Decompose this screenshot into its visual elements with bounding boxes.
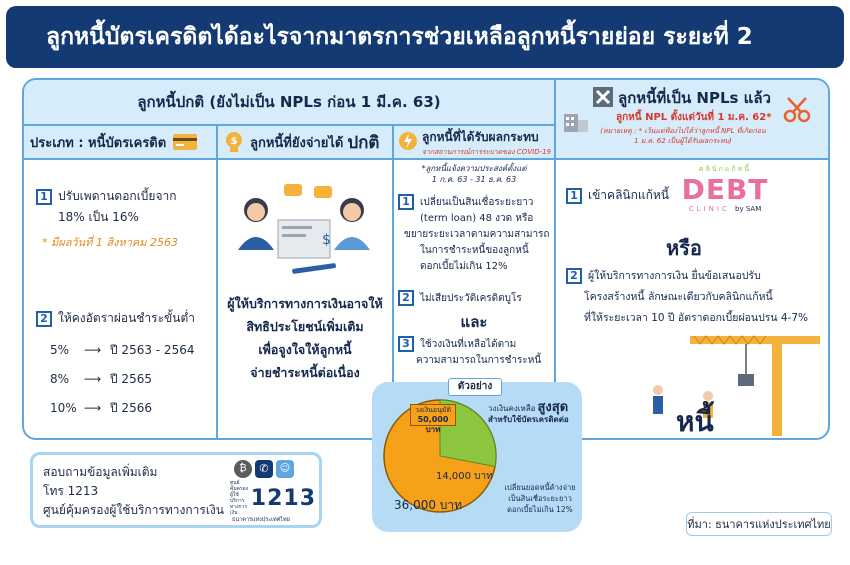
col4-item2 bbox=[566, 266, 826, 329]
divider bbox=[24, 158, 828, 160]
logo-main: DEBT bbox=[681, 173, 769, 206]
col2-body-line: จ่ายชำระหนี้ต่อเนื่อง bbox=[250, 365, 360, 380]
source-label bbox=[686, 512, 832, 536]
convert-line: ดอกเบี้ยไม่เกิน 12% bbox=[507, 505, 573, 514]
people-illustration bbox=[234, 176, 374, 286]
number-badge: 2 bbox=[566, 268, 582, 284]
col4-item2-line: ผู้ให้บริการทางการเงิน ยื่นข้อเสนอปรับ bbox=[588, 270, 761, 282]
col1-item1 bbox=[36, 188, 214, 251]
divider bbox=[216, 126, 218, 438]
rate-row bbox=[50, 365, 216, 394]
contact-phone[interactable]: โทร 1213 bbox=[43, 484, 99, 498]
lightning-icon bbox=[398, 130, 418, 152]
col3-item2-text: ไม่เสียประวัติเครดิตบูโร bbox=[420, 293, 522, 304]
page-title: ลูกหนี้บัตรเครดิตได้อะไรจากมาตรการช่วยเหลือลูกหนี้รายย่อย ระยะที่ 2 bbox=[46, 24, 753, 50]
limit-label: วงเงินอนุมัติ bbox=[414, 406, 452, 414]
col3-header-sub: จากสถานการณ์การระบาดของ COVID-19 bbox=[422, 148, 551, 156]
building-icon bbox=[562, 110, 590, 134]
col3-item1-line: เปลี่ยนเป็นสินเชื่อระยะยาว bbox=[420, 197, 534, 208]
remaining-sub: สำหรับใช้บัตรเครดิตต่อ bbox=[488, 415, 569, 424]
npl-header bbox=[556, 80, 828, 158]
col4-item1 bbox=[566, 186, 669, 205]
phone-icon: ✆ bbox=[255, 460, 273, 478]
col3-item3-line: ความสามารถในการชำระหนี้ bbox=[416, 355, 542, 366]
logo-sub: CLINIC bbox=[688, 205, 730, 213]
col4-item2-line: โครงสร้างหนี้ ลักษณะเดียวกับคลินิกแก้หนี้ bbox=[584, 291, 773, 303]
number-badge: 2 bbox=[398, 290, 414, 306]
col3-header bbox=[394, 126, 554, 158]
crane-text: หนี้ bbox=[676, 405, 714, 438]
debt-clinic-logo bbox=[680, 164, 770, 213]
col3-item1-line: ดอกเบี้ยไม่เกิน 12% bbox=[420, 261, 508, 272]
number-badge: 3 bbox=[398, 336, 414, 352]
convert-line: เปลี่ยนยอดหนี้ค้างจ่าย bbox=[504, 483, 576, 492]
col3-item3 bbox=[398, 336, 552, 369]
x-box-icon bbox=[592, 86, 614, 108]
svg-text:$: $ bbox=[322, 232, 331, 248]
rate-value: 8% bbox=[50, 372, 70, 386]
crane-illustration bbox=[600, 330, 822, 438]
col2-body-line: ผู้ให้บริการทางการเงินอาจให้ bbox=[227, 296, 383, 311]
col2-body-line: เพื่อจูงใจให้ลูกหนี้ bbox=[258, 342, 352, 357]
badge-number: 1213 bbox=[250, 485, 316, 511]
col1-item1-line1: ปรับเพดานดอกเบี้ยจาก bbox=[58, 189, 177, 203]
number-badge: 1 bbox=[398, 194, 414, 210]
col1-item1-note: * มีผลวันที่ 1 สิงหาคม 2563 bbox=[42, 236, 178, 249]
col3-item1-line: (term loan) 48 งวด หรือ bbox=[420, 213, 534, 224]
limit-badge bbox=[410, 404, 456, 434]
col3-item3-line: ใช้วงเงินที่เหลือได้ตาม bbox=[420, 339, 517, 350]
or-label: หรือ bbox=[666, 236, 702, 260]
page-title-bar bbox=[6, 6, 844, 68]
col1-item2 bbox=[36, 310, 214, 327]
col2-header-emph: ปกติ bbox=[347, 132, 380, 153]
col4-item1-text: เข้าคลินิกแก้หนี้ bbox=[588, 188, 670, 202]
svg-text:$: $ bbox=[230, 136, 238, 147]
head-dollar-icon bbox=[224, 131, 244, 153]
col3-item1 bbox=[398, 194, 552, 275]
badge-org: ธนาคารแห่งประเทศไทย bbox=[232, 517, 290, 523]
bitcoin-icon: ₿ bbox=[234, 460, 252, 478]
col2-header bbox=[218, 126, 392, 158]
rate-value: 10% bbox=[50, 401, 77, 415]
col3-item1-line: ขยายระยะเวลาตามความสามารถ bbox=[404, 229, 550, 240]
col2-header-label: ลูกหนี้ที่ยังจ่ายได้ bbox=[250, 135, 344, 151]
number-badge: 1 bbox=[36, 189, 52, 205]
example-label: ตัวอย่าง bbox=[448, 378, 502, 396]
and-label: และ bbox=[460, 313, 488, 331]
hotline-badge bbox=[230, 460, 316, 522]
col3-header-label: ลูกหนี้ที่ได้รับผลกระทบ bbox=[422, 130, 539, 144]
green-value: 14,000 บาท bbox=[436, 471, 493, 482]
arrow-icon: ⟶ bbox=[84, 401, 102, 415]
badge-small-text: ศูนย์คุ้มครองผู้ใช้บริการทางการเงิน bbox=[230, 480, 249, 516]
col1-item2-text: ให้คงอัตราผ่อนชำระขั้นต่ำ bbox=[58, 311, 195, 325]
logo-by: by SAM bbox=[735, 205, 762, 213]
arrow-icon: ⟶ bbox=[84, 372, 102, 386]
orange-value: 36,000 บาท bbox=[394, 498, 463, 512]
smile-icon: ☺ bbox=[276, 460, 294, 478]
normal-debtor-header bbox=[24, 80, 554, 124]
col2-body-line: สิทธิประโยชน์เพิ่มเติม bbox=[246, 319, 364, 334]
rate-row bbox=[50, 394, 216, 423]
remaining-callout bbox=[488, 402, 580, 425]
rate-value: 5% bbox=[50, 343, 70, 357]
number-badge: 1 bbox=[566, 188, 582, 204]
rate-year: ปี 2565 bbox=[110, 372, 152, 386]
divider bbox=[392, 126, 394, 382]
rate-year: ปี 2563 - 2564 bbox=[110, 343, 195, 357]
rate-year: ปี 2566 bbox=[110, 401, 152, 415]
contact-line: ศูนย์คุ้มครองผู้ใช้บริการทางการเงิน bbox=[43, 503, 224, 517]
col1-header bbox=[24, 126, 216, 158]
col1-item1-line2: 18% เป็น 16% bbox=[58, 210, 139, 224]
col3-item2 bbox=[398, 290, 552, 306]
col1-header-label: ประเภท : หนี้บัตรเครดิต bbox=[30, 135, 167, 151]
col3-note-line: 1 ก.ค. 63 - 31 ธ.ค. 63 bbox=[431, 175, 517, 184]
remaining-emph: สูงสุด bbox=[537, 400, 569, 415]
remaining-prefix: วงเงินคงเหลือ bbox=[488, 404, 536, 413]
col4-item2-line: ที่ให้ระยะเวลา 10 ปี อัตราดอกเบี้ยผ่อนปรน 4-7% bbox=[584, 312, 809, 324]
number-badge: 2 bbox=[36, 311, 52, 327]
col3-note-line: *ลูกหนี้แจ้งความประสงค์ตั้งแต่ bbox=[421, 164, 527, 173]
npl-title: ลูกหนี้ที่เป็น NPLs แล้ว bbox=[618, 89, 771, 107]
contact-line: สอบถามข้อมูลเพิ่มเติม bbox=[43, 465, 158, 479]
source-text: ที่มา: ธนาคารแห่งประเทศไทย bbox=[687, 518, 831, 531]
col3-item1-line: ในการชำระหนี้ของลูกหนี้ bbox=[420, 245, 529, 256]
logo-top: คลินิกแก้หนี้ bbox=[698, 165, 752, 173]
npl-note: (หมายเหตุ : * เว้นแต่ฟ้องไปได้ว่าลูกหนี้ NPL ที่เกิดก่อน 1 ม.ค. 62 เป็นผู้ได้รับผลกระทบ) bbox=[600, 127, 766, 145]
convert-callout bbox=[498, 482, 582, 515]
convert-line: เป็นสินเชื่อระยะยาว bbox=[508, 494, 572, 503]
npl-subtitle: ลูกหนี้ NPL ตั้งแต่วันที่ 1 ม.ค. 62* bbox=[616, 112, 772, 123]
col3-note bbox=[396, 163, 552, 185]
credit-card-icon bbox=[172, 133, 198, 151]
arrow-icon: ⟶ bbox=[84, 343, 102, 357]
scissors-icon bbox=[782, 94, 812, 124]
col2-body bbox=[218, 292, 392, 384]
rate-row bbox=[50, 336, 216, 365]
rate-list bbox=[50, 336, 216, 423]
normal-debtor-title: ลูกหนี้ปกติ (ยังไม่เป็น NPLs ก่อน 1 มี.ค. 63) bbox=[137, 93, 441, 111]
limit-value: 50,000 บาท bbox=[417, 415, 449, 434]
